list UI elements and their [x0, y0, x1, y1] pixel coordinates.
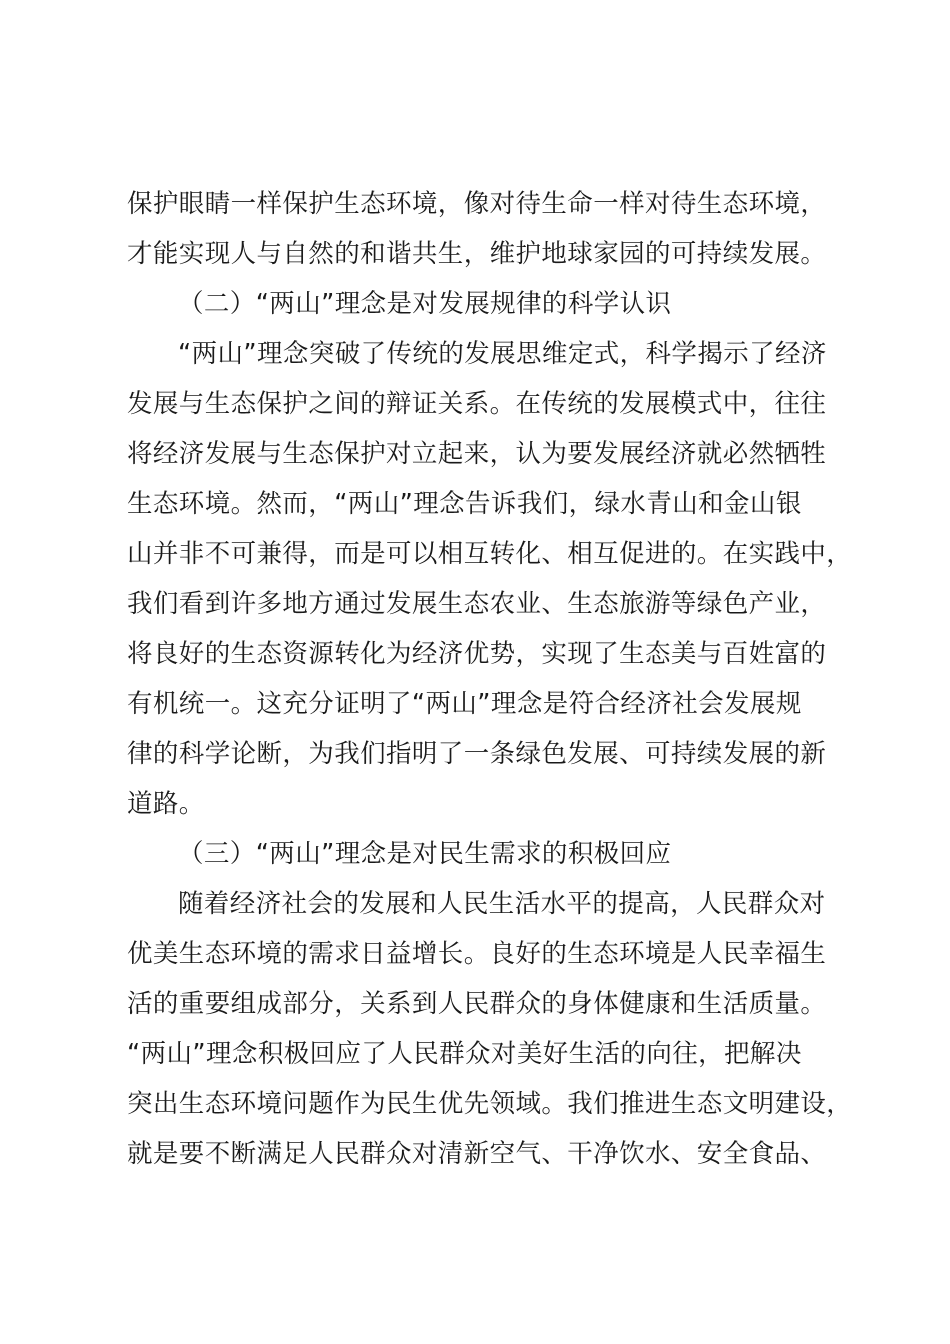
section-heading-2: （二）“两山”理念是对发展规律的科学认识: [178, 289, 672, 319]
paragraph-line: 生态环境。然而，“两山”理念告诉我们，绿水青山和金山银: [127, 489, 802, 519]
paragraph-line: 保护眼睛一样保护生态环境，像对待生命一样对待生态环境，: [127, 189, 827, 219]
paragraph-line: “两山”理念突破了传统的发展思维定式，科学揭示了经济: [178, 339, 827, 369]
paragraph-line: 将经济发展与生态保护对立起来，认为要发展经济就必然牺牲: [127, 439, 827, 469]
paragraph-line: 活的重要组成部分，关系到人民群众的身体健康和生活质量。: [127, 989, 827, 1019]
paragraph-line: 就是要不断满足人民群众对清新空气、干净饮水、安全食品、: [127, 1139, 827, 1169]
paragraph-line: 有机统一。这充分证明了“两山”理念是符合经济社会发展规: [127, 689, 802, 719]
paragraph-line: 发展与生态保护之间的辩证关系。在传统的发展模式中，往往: [127, 389, 827, 419]
paragraph-line: 才能实现人与自然的和谐共生，维护地球家园的可持续发展。: [127, 239, 827, 269]
paragraph-line: 突出生态环境问题作为民生优先领域。我们推进生态文明建设，: [127, 1089, 853, 1119]
paragraph-line: 山并非不可兼得，而是可以相互转化、相互促进的。在实践中，: [127, 539, 853, 569]
document-body: [127, 179, 862, 1179]
paragraph-line: 将良好的生态资源转化为经济优势，实现了生态美与百姓富的: [127, 639, 827, 669]
paragraph-line: 优美生态环境的需求日益增长。良好的生态环境是人民幸福生: [127, 939, 827, 969]
paragraph-line: “两山”理念积极回应了人民群众对美好生活的向往，把解决: [127, 1039, 802, 1069]
paragraph-line: 随着经济社会的发展和人民生活水平的提高，人民群众对: [178, 889, 826, 919]
section-heading-3: （三）“两山”理念是对民生需求的积极回应: [178, 839, 672, 869]
paragraph-line: 律的科学论断，为我们指明了一条绿色发展、可持续发展的新: [127, 739, 827, 769]
paragraph-line: 道路。: [127, 789, 205, 819]
paragraph-line: 我们看到许多地方通过发展生态农业、生态旅游等绿色产业，: [127, 589, 827, 619]
